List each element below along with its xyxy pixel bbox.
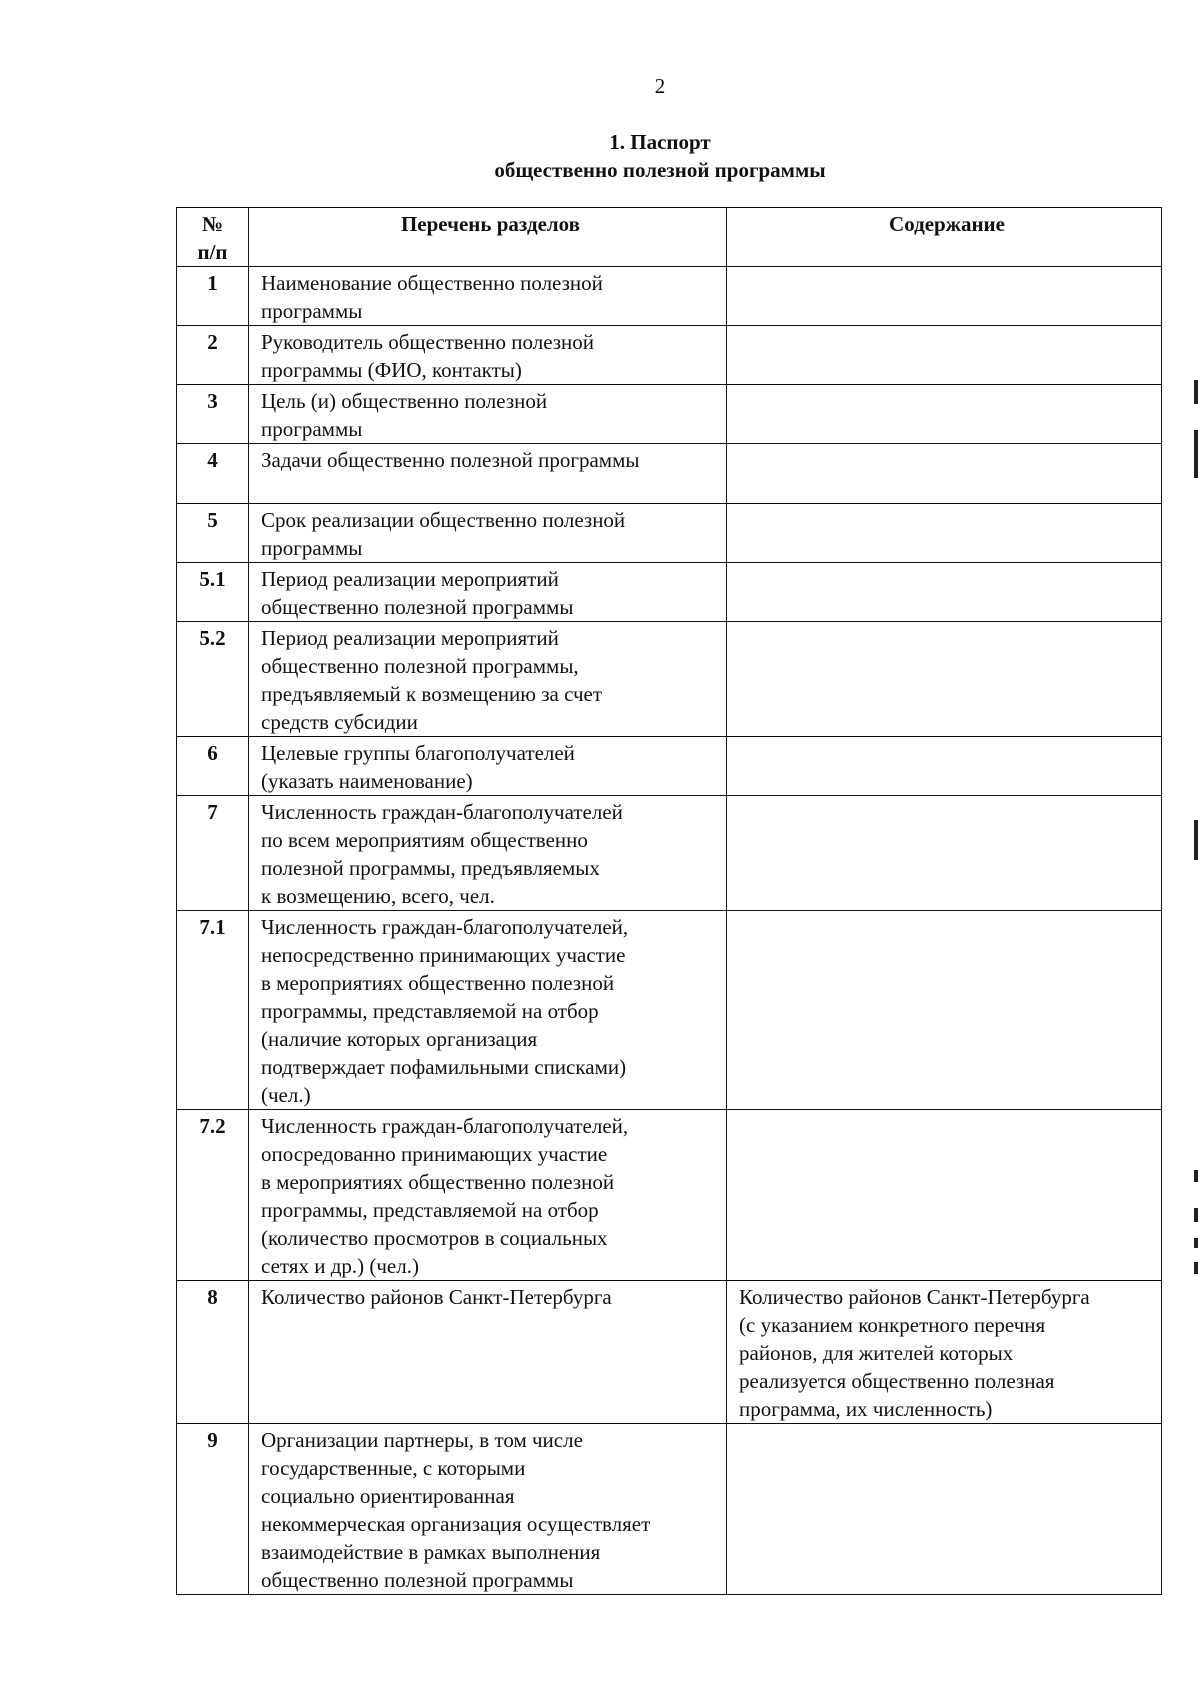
row-number: 8 <box>177 1281 249 1424</box>
row-number: 7 <box>177 796 249 911</box>
row-section-text: Численность граждан-благополучателей, опосредованно принимающих участие в мероприятиях общественно полезной программы, представляемой на отбор (количество просмотров в социальных сетях и др.) (чел.) <box>261 1114 629 1278</box>
table-row <box>177 737 1162 796</box>
row-section <box>249 1424 727 1595</box>
table-row <box>177 563 1162 622</box>
table-row <box>177 1110 1162 1281</box>
heading-subtitle: общественно полезной программы <box>494 158 826 182</box>
row-content <box>727 796 1162 911</box>
row-section-text: Количество районов Санкт-Петербурга <box>261 1285 612 1309</box>
scan-edge-mark <box>1194 820 1198 860</box>
row-section-text: Численность граждан-благополучателей, непосредственно принимающих участие в мероприятиях общественно полезной программы, представляемой на отбор (наличие которых организация подтверждает пофамильными списками) (чел.) <box>261 915 629 1107</box>
header-number: № п/п <box>177 208 249 267</box>
row-content <box>727 911 1162 1110</box>
row-section <box>249 796 727 911</box>
scan-edge-mark <box>1194 380 1198 404</box>
row-content <box>727 267 1162 326</box>
table-row <box>177 444 1162 504</box>
row-content <box>727 444 1162 504</box>
row-section-text: Численность граждан-благополучателей по всем мероприятиям общественно полезной программы, предъявляемых к возмещению, всего, чел. <box>261 800 623 908</box>
table-row <box>177 326 1162 385</box>
table-row <box>177 1424 1162 1595</box>
row-number: 9 <box>177 1424 249 1595</box>
row-section <box>249 622 727 737</box>
row-number: 3 <box>177 385 249 444</box>
scan-edge-mark <box>1194 1262 1198 1274</box>
scan-edge-mark <box>1194 1208 1198 1222</box>
row-section <box>249 1110 727 1281</box>
row-content <box>727 1110 1162 1281</box>
row-content <box>727 1424 1162 1595</box>
header-section: Перечень разделов <box>249 208 727 267</box>
table-row <box>177 504 1162 563</box>
row-number: 7.2 <box>177 1110 249 1281</box>
row-content <box>727 622 1162 737</box>
row-section-text: Организации партнеры, в том числе государственные, с которыми социально ориентированная некоммерческая организация осуществляет взаимодействие в рамках выполнения общественно полезной программы <box>261 1428 651 1592</box>
row-content <box>727 737 1162 796</box>
row-section <box>249 504 727 563</box>
scan-edge-marks <box>1192 0 1200 1697</box>
row-number: 6 <box>177 737 249 796</box>
page-number: 2 <box>654 74 666 98</box>
row-content <box>727 504 1162 563</box>
header-content: Содержание <box>727 208 1162 267</box>
row-section <box>249 385 727 444</box>
row-section-text: Цель (и) общественно полезной программы <box>261 389 548 441</box>
row-content <box>727 1281 1162 1424</box>
document-heading <box>0 128 1200 184</box>
row-content-text: Количество районов Санкт-Петербурга (с указанием конкретного перечня районов, для жителей которых реализуется общественно полезная программа, их численность) <box>739 1285 1090 1421</box>
table-row <box>177 911 1162 1110</box>
row-section <box>249 737 727 796</box>
row-number: 1 <box>177 267 249 326</box>
row-section <box>249 267 727 326</box>
row-content <box>727 385 1162 444</box>
scan-edge-mark <box>1194 430 1198 478</box>
row-number: 5.1 <box>177 563 249 622</box>
row-section-text: Период реализации мероприятий общественно полезной программы <box>261 567 574 619</box>
row-number: 2 <box>177 326 249 385</box>
row-section <box>249 1281 727 1424</box>
row-section <box>249 563 727 622</box>
row-content <box>727 326 1162 385</box>
scan-edge-mark <box>1194 1170 1198 1182</box>
row-number: 7.1 <box>177 911 249 1110</box>
row-content <box>727 563 1162 622</box>
row-section <box>249 326 727 385</box>
table-row <box>177 796 1162 911</box>
row-section <box>249 444 727 504</box>
row-number: 5.2 <box>177 622 249 737</box>
row-section-text: Задачи общественно полезной программы <box>261 448 640 472</box>
table-row <box>177 267 1162 326</box>
row-section-text: Наименование общественно полезной программы <box>261 271 603 323</box>
table-row <box>177 385 1162 444</box>
heading-title: 1. Паспорт <box>609 130 711 154</box>
row-number: 4 <box>177 444 249 504</box>
row-section <box>249 911 727 1110</box>
passport-table <box>176 207 1162 1595</box>
scan-edge-mark <box>1194 1238 1198 1248</box>
row-section-text: Срок реализации общественно полезной программы <box>261 508 626 560</box>
table-row <box>177 1281 1162 1424</box>
table-header-row <box>177 208 1162 267</box>
table-row <box>177 622 1162 737</box>
row-section-text: Руководитель общественно полезной программы (ФИО, контакты) <box>261 330 595 382</box>
row-section-text: Период реализации мероприятий общественно полезной программы, предъявляемый к возмещению за счет средств субсидии <box>261 626 603 734</box>
row-number: 5 <box>177 504 249 563</box>
row-section-text: Целевые группы благополучателей (указать наименование) <box>261 741 575 793</box>
